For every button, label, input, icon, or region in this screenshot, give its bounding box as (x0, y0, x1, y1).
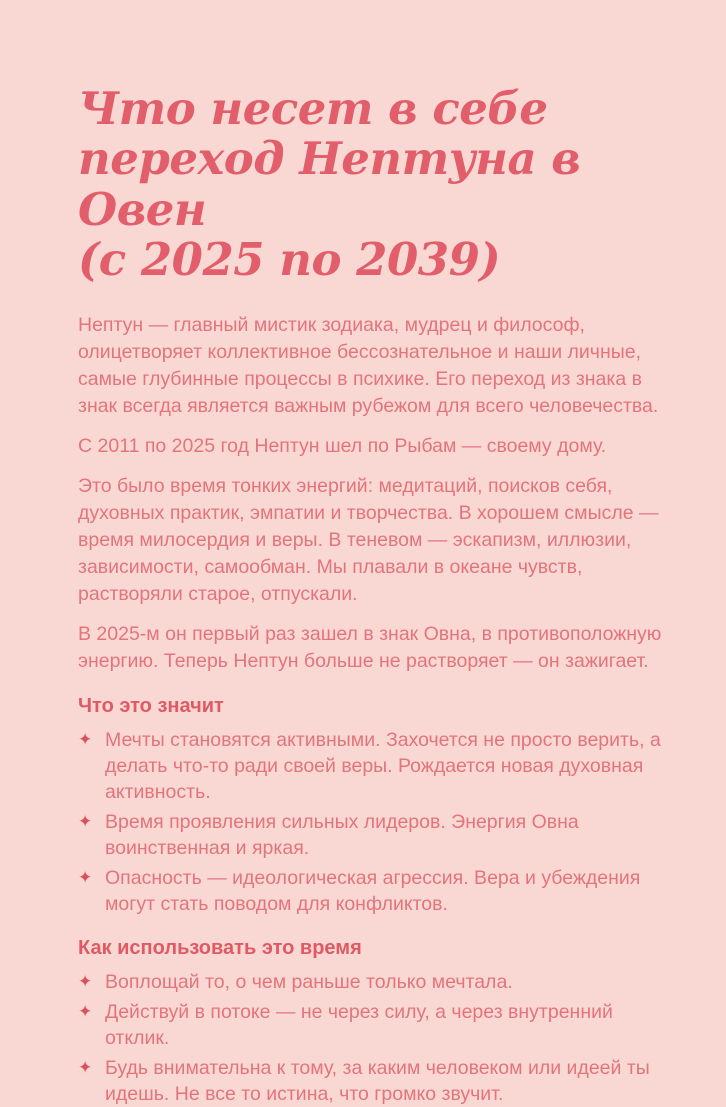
list-item (78, 999, 670, 1051)
list-item (78, 969, 670, 995)
list-item (78, 1055, 670, 1107)
list-item-text: Воплощай то, о чем раньше только мечтала. (105, 970, 513, 993)
paragraph-pisces-description: Это было время тонких энергий: медитаций, поисков себя, духовных практик, эмпатии и творчества. В хорошем смысле — время милосердия и веры. В теневом — эскапизм, иллюзии, зависимости, самообман. Мы плавали в океане чувств, растворяли старое, отпускали. (78, 474, 659, 605)
paragraph-pisces-period: С 2011 по 2025 год Нептун шел по Рыбам — своему дому. (78, 434, 607, 457)
title-line-2: переход Нептуна в Овен (78, 132, 581, 236)
list-item-text: Действуй в потоке — не через силу, а через внутренний отклик. (105, 1000, 613, 1049)
diamond-bullet-icon: ✦ (78, 729, 93, 749)
diamond-bullet-icon: ✦ (78, 811, 93, 831)
paragraph-aries-entry: В 2025-м он первый раз зашел в знак Овна, в противоположную энергию. Теперь Нептун больше не растворяет — он зажигает. (78, 622, 662, 672)
section-heading-meaning: Что это значит (78, 694, 224, 717)
bullet-list-meaning (78, 727, 670, 917)
list-item (78, 809, 670, 861)
list-item-text: Опасность — идеологическая агрессия. Вера и убеждения могут стать поводом для конфликтов. (105, 866, 641, 915)
page-title (78, 84, 670, 286)
article-body (78, 312, 670, 1107)
bullet-list-how-to-use (78, 969, 670, 1107)
list-item (78, 865, 670, 917)
diamond-bullet-icon: ✦ (78, 867, 93, 887)
diamond-bullet-icon: ✦ (78, 971, 93, 991)
paragraph-neptune-intro: Нептун — главный мистик зодиака, мудрец и философ, олицетворяет коллективное бессознательное и наши личные, самые глубинные процессы в психике. Его переход из знака в знак всегда является важным рубежом для всего человечества. (78, 313, 659, 417)
title-line-3: (с 2025 по 2039) (78, 233, 501, 287)
list-item-text: Время проявления сильных лидеров. Энергия Овна воинственная и яркая. (105, 810, 579, 859)
title-line-1: Что несет в себе (78, 82, 548, 135)
list-item (78, 727, 670, 805)
list-item-text: Мечты становятся активными. Захочется не просто верить, а делать что-то ради своей веры. Рождается новая духовная активность. (105, 728, 661, 803)
diamond-bullet-icon: ✦ (78, 1001, 93, 1021)
list-item-text: Будь внимательна к тому, за каким человеком или идеей ты идешь. Не все то истина, что громко звучит. (105, 1056, 650, 1105)
diamond-bullet-icon: ✦ (78, 1057, 93, 1077)
section-heading-how-to-use: Как использовать это время (78, 936, 362, 959)
